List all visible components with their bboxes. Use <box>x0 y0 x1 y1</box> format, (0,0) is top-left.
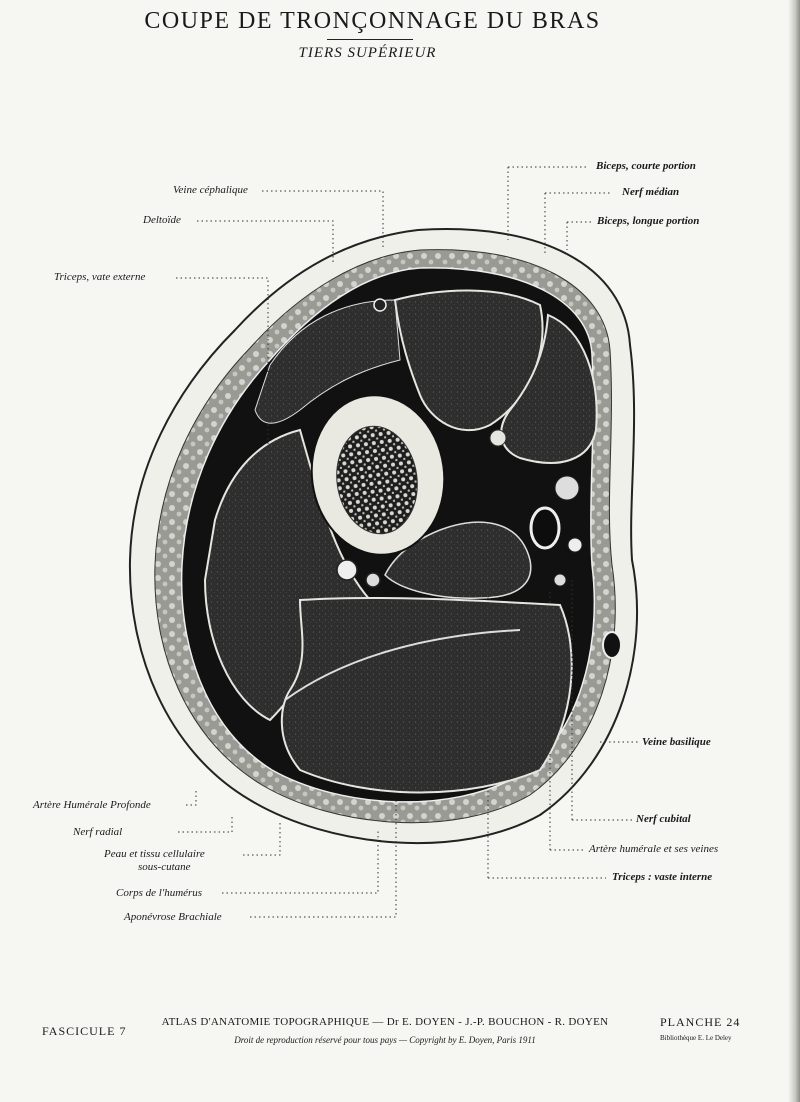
basilic-vein <box>603 632 621 658</box>
label-skin-line-1: Peau et tissu cellulaire <box>104 848 205 860</box>
plate-subtitle: TIERS SUPÉRIEUR <box>298 45 437 61</box>
label-cephalic-vein: Veine céphalique <box>173 184 248 196</box>
radial-nerve <box>366 573 380 587</box>
label-humerus-body: Corps de l'humérus <box>116 887 203 899</box>
label-radial-nerve: Nerf radial <box>73 826 123 838</box>
label-biceps-long-head: Biceps, longue portion <box>597 215 700 227</box>
musculocutaneous-nerve <box>490 430 506 446</box>
ulnar-nerve <box>554 574 566 586</box>
plate-title: COUPE DE TRONÇONNAGE DU BRAS <box>144 8 601 34</box>
label-ulnar-nerve: Nerf cubital <box>636 813 691 825</box>
label-biceps-short-head: Biceps, courte portion <box>596 160 696 172</box>
atlas-credit: ATLAS D'ANATOMIE TOPOGRAPHIQUE — Dr E. DOYEN - J.-P. BOUCHON - R. DOYEN <box>161 1016 609 1028</box>
label-triceps-medial-head: Triceps : vaste interne <box>612 871 713 883</box>
label-median-nerve: Nerf médian <box>622 186 680 198</box>
median-nerve <box>555 476 579 500</box>
cephalic-vein <box>374 299 386 311</box>
label-triceps-lateral-head: Triceps, vate externe <box>54 271 146 283</box>
copyright-line: Droit de reproduction réservé pour tous pays — Copyright by E. Doyen, Paris 1911 <box>234 1035 536 1045</box>
brachial-artery <box>531 508 559 548</box>
plate-number: PLANCHE 24 <box>660 1015 741 1029</box>
label-deltoid: Deltoïde <box>143 214 181 226</box>
profunda-artery <box>337 560 357 580</box>
brachial-vein <box>568 538 582 552</box>
label-skin-line-2: sous-cutane <box>138 861 191 873</box>
label-brachial-artery: Artère humérale et ses veines <box>589 843 719 855</box>
label-deep-brachial-artery: Artère Humérale Profonde <box>33 799 151 811</box>
fascicule-number: FASCICULE 7 <box>42 1024 127 1038</box>
label-basilic-vein: Veine basilique <box>642 736 711 748</box>
library-credit: Bibliothèque E. Le Deley <box>660 1034 732 1042</box>
triceps-medial-head-muscle <box>282 598 572 793</box>
label-brachial-aponeurosis: Aponévrose Brachiale <box>124 911 222 923</box>
